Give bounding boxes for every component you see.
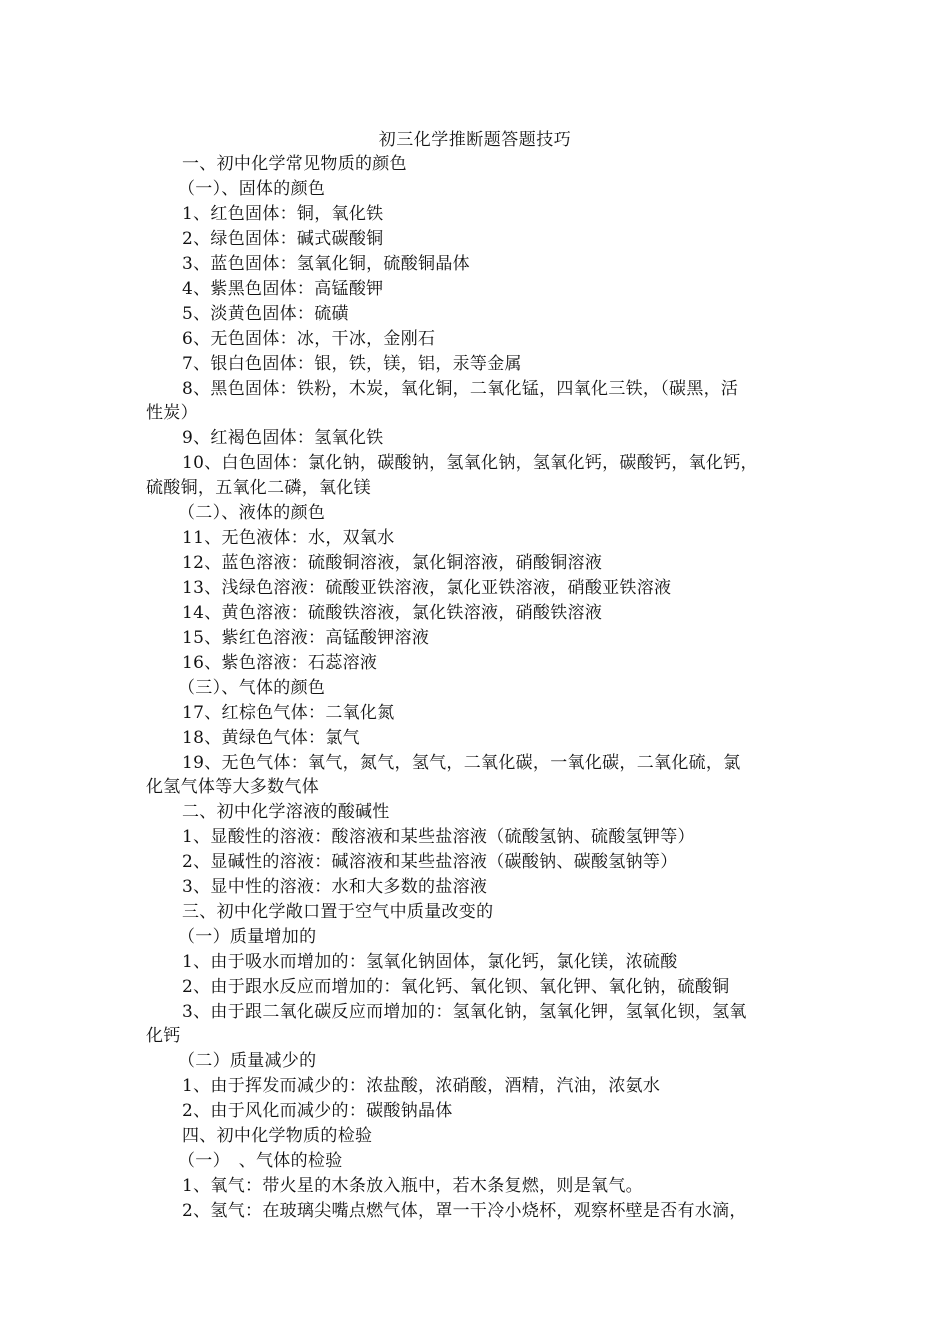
section-heading-detection: 四、初中化学物质的检验 — [182, 1126, 373, 1146]
text-line-continuation: 硫酸铜，五氧化二磷，氧化镁 — [146, 478, 371, 498]
text-line: 3、蓝色固体：氢氧化铜，硫酸铜晶体 — [182, 254, 470, 274]
text-line: 2、氢气：在玻璃尖嘴点燃气体，罩一干冷小烧杯，观察杯壁是否有水滴， — [182, 1201, 747, 1221]
text-line: 1、由于挥发而减少的：浓盐酸，浓硝酸，酒精，汽油，浓氨水 — [182, 1076, 661, 1096]
subsection-heading-mass-decrease: （二）质量减少的 — [178, 1051, 317, 1071]
text-line: 6、无色固体：冰，干冰，金刚石 — [182, 329, 436, 349]
text-line: 19、无色气体：氧气，氮气，氢气，二氧化碳，一氧化碳，二氧化硫，氯 — [182, 753, 741, 773]
text-line: 3、显中性的溶液：水和大多数的盐溶液 — [182, 877, 488, 897]
text-line: 2、显碱性的溶液：碱溶液和某些盐溶液（碳酸钠、碳酸氢钠等） — [182, 852, 678, 872]
text-line: 9、红褐色固体：氢氧化铁 — [182, 428, 384, 448]
text-line: 8、黑色固体：铁粉，木炭，氧化铜，二氧化锰，四氧化三铁，（碳黑，活 — [182, 379, 739, 399]
text-line: 11、无色液体：水，双氧水 — [182, 528, 395, 548]
text-line: 1、显酸性的溶液：酸溶液和某些盐溶液（硫酸氢钠、硫酸氢钾等） — [182, 827, 695, 847]
text-line: 7、银白色固体：银，铁，镁，铝，汞等金属 — [182, 354, 522, 374]
subsection-heading-solids: （一）、固体的颜色 — [178, 179, 326, 199]
text-line: 1、由于吸水而增加的：氢氧化钠固体，氯化钙，氯化镁，浓硫酸 — [182, 952, 678, 972]
text-line: 15、紫红色溶液：高锰酸钾溶液 — [182, 628, 430, 648]
text-line: 3、由于跟二氧化碳反应而增加的：氢氧化钠，氢氧化钾，氢氧化钡，氢氧 — [182, 1002, 747, 1022]
subsection-heading-mass-increase: （一）质量增加的 — [178, 927, 317, 947]
section-heading-acidity: 二、初中化学溶液的酸碱性 — [182, 802, 390, 822]
text-line-continuation: 性炭） — [146, 403, 198, 423]
section-heading-mass-change: 三、初中化学敞口置于空气中质量改变的 — [182, 902, 494, 922]
text-line-continuation: 化钙 — [146, 1026, 181, 1046]
text-line: 4、紫黑色固体：高锰酸钾 — [182, 279, 384, 299]
subsection-heading-gas-detection: （一） 、气体的检验 — [178, 1151, 343, 1171]
text-line: 13、浅绿色溶液：硫酸亚铁溶液，氯化亚铁溶液，硝酸亚铁溶液 — [182, 578, 672, 598]
subsection-heading-gases: （三）、气体的颜色 — [178, 678, 326, 698]
text-line: 16、紫色溶液：石蕊溶液 — [182, 653, 378, 673]
text-line: 14、黄色溶液：硫酸铁溶液，氯化铁溶液，硝酸铁溶液 — [182, 603, 603, 623]
text-line: 1、红色固体：铜，氧化铁 — [182, 204, 384, 224]
text-line: 12、蓝色溶液：硫酸铜溶液，氯化铜溶液，硝酸铜溶液 — [182, 553, 603, 573]
section-heading-colors: 一、初中化学常见物质的颜色 — [182, 154, 407, 174]
text-line: 2、由于风化而减少的：碳酸钠晶体 — [182, 1101, 453, 1121]
text-line: 5、淡黄色固体：硫磺 — [182, 304, 349, 324]
text-line: 10、白色固体：氯化钠，碳酸钠，氢氧化钠，氢氧化钙，碳酸钙，氧化钙， — [182, 453, 758, 473]
text-line: 2、由于跟水反应而增加的：氧化钙、氧化钡、氧化钾、氧化钠，硫酸铜 — [182, 977, 730, 997]
subsection-heading-liquids: （二）、液体的颜色 — [178, 503, 326, 523]
text-line-continuation: 化氢气体等大多数气体 — [146, 777, 319, 797]
document-title: 初三化学推断题答题技巧 — [378, 130, 572, 150]
text-line: 2、绿色固体：碱式碳酸铜 — [182, 229, 384, 249]
text-line: 17、红棕色气体：二氧化氮 — [182, 703, 395, 723]
text-line: 18、黄绿色气体：氯气 — [182, 728, 360, 748]
text-line: 1、氧气：带火星的木条放入瓶中，若木条复燃，则是氧气。 — [182, 1176, 643, 1196]
